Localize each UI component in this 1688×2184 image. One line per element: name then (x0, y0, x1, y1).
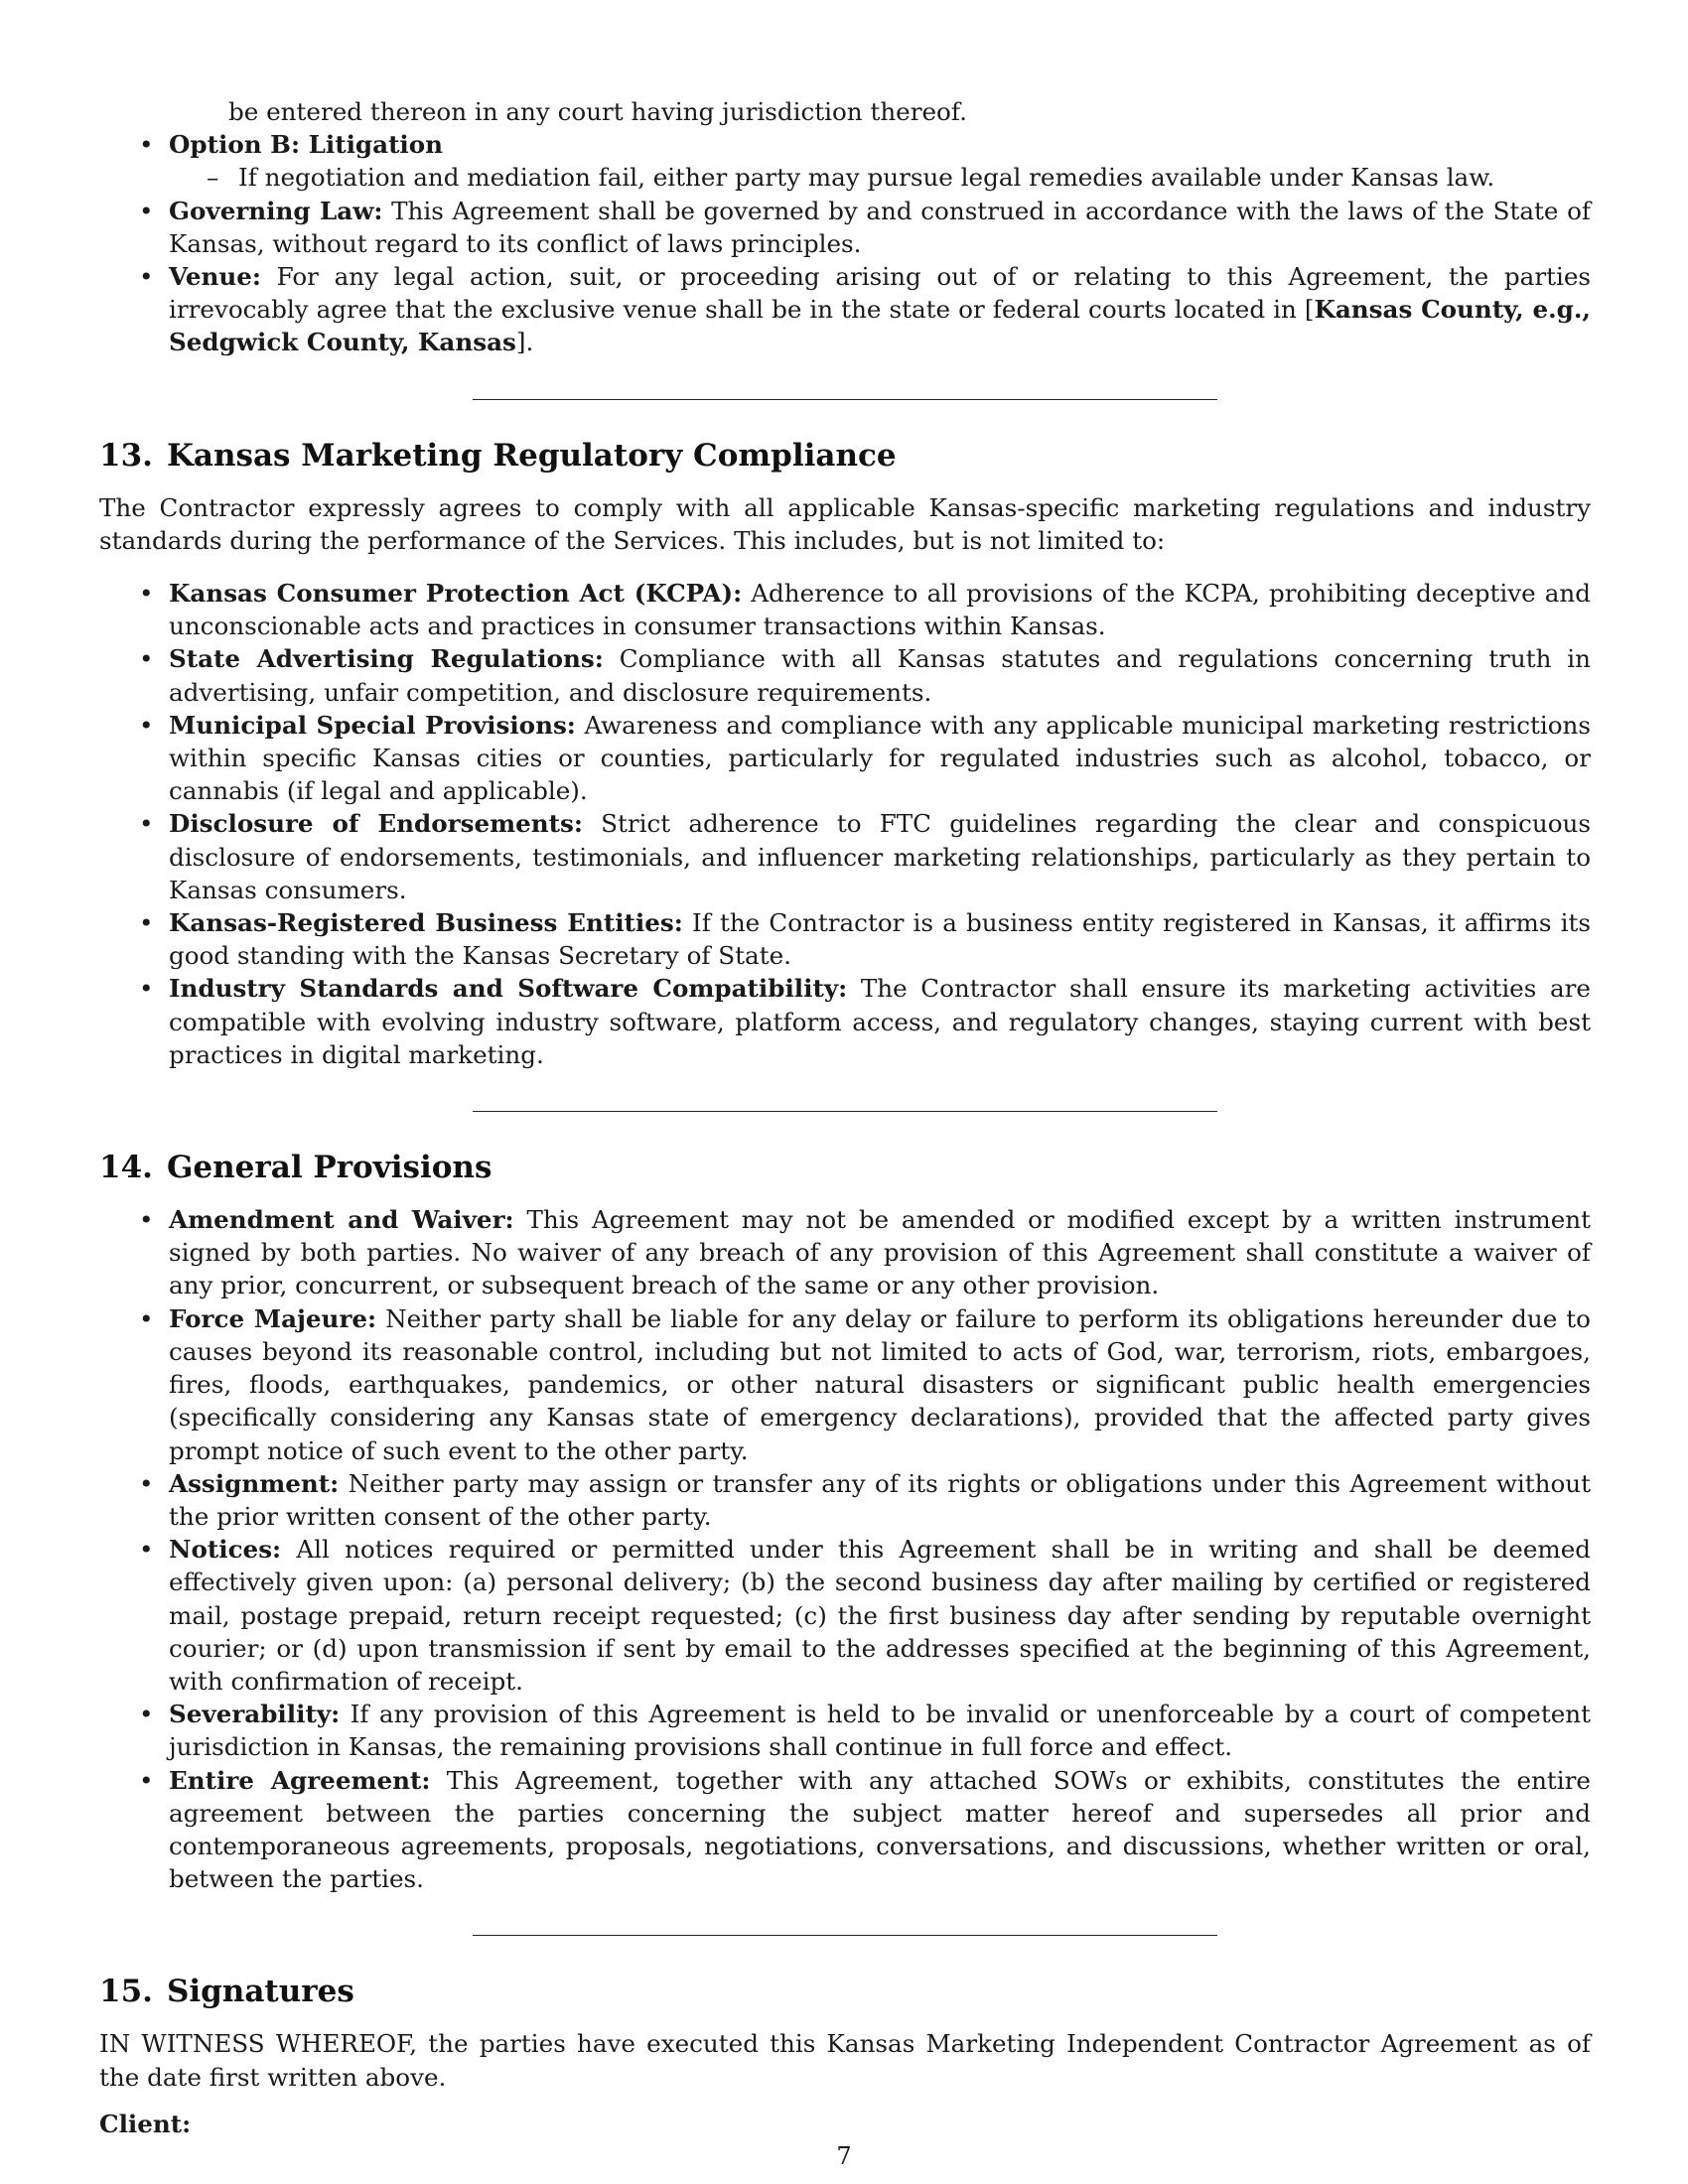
client-label: Client: (99, 2109, 192, 2138)
option-b-sublist (169, 161, 1591, 194)
item-text: All notices required or permitted under this Agreement shall be in writing and shall be deemed effectively given upon: (a) personal delivery; (b) the second business day after mailing by certified or registered mail, postage prepaid, return receipt requested; (c) the first business day after sending by reputable overnight courier; or (d) upon transmission if sent by email to the addresses specified at the beginning of this Agreement, with confirmation of receipt. (169, 1535, 1591, 1696)
item-label: Disclosure of Endorsements: (169, 809, 583, 839)
item-text: Compliance with all Kansas statutes and regulations concerning truth in advertising, unfair competition, and disclosure requirements. (169, 644, 1591, 707)
continuation-text: be entered thereon in any court having jurisdiction thereof. (228, 97, 967, 126)
item-label: Municipal Special Provisions: (169, 710, 576, 740)
list-item (99, 1203, 1591, 1302)
section-15-heading (99, 1972, 1591, 2011)
item-text: If any provision of this Agreement is held to be invalid or unenforceable by a court of competent jurisdiction in Kansas, the remaining provisions shall continue in full force and effect. (169, 1700, 1591, 1762)
item-text: Awareness and compliance with any applicable municipal marketing restrictions within specific Kansas cities or counties, particularly for regulated industries such as alcohol, tobacco, or cannabis (if legal and applicable). (169, 710, 1591, 806)
item-label: Severability: (169, 1700, 341, 1729)
governing-law-label: Governing Law: (169, 196, 383, 225)
list-item-venue (99, 260, 1591, 359)
item-text: Neither party shall be liable for any delay or failure to perform its obligations hereunder due to causes beyond its reasonable control, including but not limited to acts of God, war, terrorism, riots, embargoes, fires, floods, earthquakes, pandemics, or other natural disasters or significant public health emergencies (specifically considering any Kansas state of emergency declarations), provided that the affected party gives prompt notice of such event to the other party. (169, 1303, 1591, 1465)
list-item (99, 972, 1591, 1071)
item-label: Amendment and Waiver: (169, 1205, 514, 1235)
dispute-list (99, 128, 1591, 358)
item-text: Adherence to all provisions of the KCPA, prohibiting deceptive and unconscionable acts and practices in consumer transactions within Kansas. (169, 579, 1592, 641)
option-b-title: Option B: Litigation (169, 130, 444, 160)
governing-law-text: This Agreement shall be governed by and construed in accordance with the laws of the State of Kansas, without regard to its conflict of laws principles. (169, 196, 1591, 258)
list-item (99, 1467, 1591, 1533)
section-14-title: General Provisions (166, 1150, 492, 1186)
item-label: Entire Agreement: (169, 1765, 431, 1795)
section-15-title: Signatures (166, 1974, 354, 2010)
option-b-item: – If negotiation and mediation fail, either party may pursue legal remedies available under Kansas law. (169, 161, 1591, 194)
list-item (99, 709, 1591, 808)
list-item (99, 642, 1591, 708)
section-divider (473, 1111, 1217, 1112)
list-item (99, 807, 1591, 906)
item-text: This Agreement may not be amended or modified except by a written instrument signed by both parties. No waiver of any breach of any provision of this Agreement shall constitute a waiver of any prior, concurrent, or subsequent breach of the same or any other provision. (169, 1205, 1591, 1300)
page-number: 7 (836, 2142, 852, 2170)
item-text: Neither party may assign or transfer any of its rights or obligations under this Agreement without the prior written consent of the other party. (169, 1468, 1591, 1531)
list-item-governing-law (99, 195, 1591, 260)
signatures-text: IN WITNESS WHEREOF, the parties have executed this Kansas Marketing Independent Contractor Agreement as of the date first written above. (99, 2029, 1591, 2092)
item-text: If the Contractor is a business entity registered in Kansas, it affirms its good standing with the Kansas Secretary of State. (169, 908, 1591, 971)
item-label: Industry Standards and Software Compatibility: (169, 974, 848, 1004)
item-label: State Advertising Regulations: (169, 644, 604, 674)
section-15-number: 15. (99, 1974, 153, 2010)
section-13-number: 13. (99, 437, 153, 474)
list-item (99, 1302, 1591, 1467)
item-label: Notices: (169, 1535, 282, 1565)
section-divider (473, 399, 1217, 400)
list-item-option-b (99, 128, 1591, 194)
venue-end: ]. (515, 328, 534, 357)
section-13-heading (99, 436, 1591, 476)
list-item (99, 1764, 1591, 1896)
item-text: This Agreement, together with any attached SOWs or exhibits, constitutes the entire agreement between the parties concerning the subject matter hereof and supersedes all prior and contemporaneous agreements, proposals, negotiations, conversations, and discussions, whether written or oral, between the parties. (169, 1765, 1591, 1894)
document-page (99, 95, 1591, 2140)
venue-text: For any legal action, suit, or proceeding arising out of or relating to this Agreement, the parties irrevocably agree that the exclusive venue shall be in the state or federal courts located in [ (169, 262, 1591, 325)
item-text: The Contractor shall ensure its marketing activities are compatible with evolving industry software, platform access, and regulatory changes, staying current with best practices in digital marketing. (169, 974, 1591, 1069)
list-item (99, 1533, 1591, 1698)
item-label: Force Majeure: (169, 1303, 377, 1333)
item-label: Kansas-Registered Business Entities: (169, 908, 683, 938)
venue-label: Venue: (169, 262, 261, 292)
item-text: Strict adherence to FTC guidelines regarding the clear and conspicuous disclosure of endorsements, testimonials, and influencer marketing relationships, particularly as they pertain to Kansas consumers. (169, 809, 1591, 904)
item-label: Assignment: (169, 1468, 340, 1498)
venue-bold: Kansas County, e.g., Sedgwick County, Kansas (169, 295, 1591, 357)
item-label: Kansas Consumer Protection Act (KCPA): (169, 579, 743, 609)
list-item (99, 1698, 1591, 1763)
list-item (99, 906, 1591, 972)
section-14-heading (99, 1148, 1591, 1187)
section-14-list (99, 1203, 1591, 1895)
section-divider (473, 1935, 1217, 1936)
section-13-intro: The Contractor expressly agrees to comply with all applicable Kansas-specific marketing regulations and industry standards during the performance of the Services. This includes, but is not limited to: (99, 492, 1591, 555)
section-14-number: 14. (99, 1150, 153, 1186)
section-13-list (99, 577, 1591, 1071)
section-13-title: Kansas Marketing Regulatory Compliance (166, 437, 897, 474)
list-item (99, 577, 1591, 642)
